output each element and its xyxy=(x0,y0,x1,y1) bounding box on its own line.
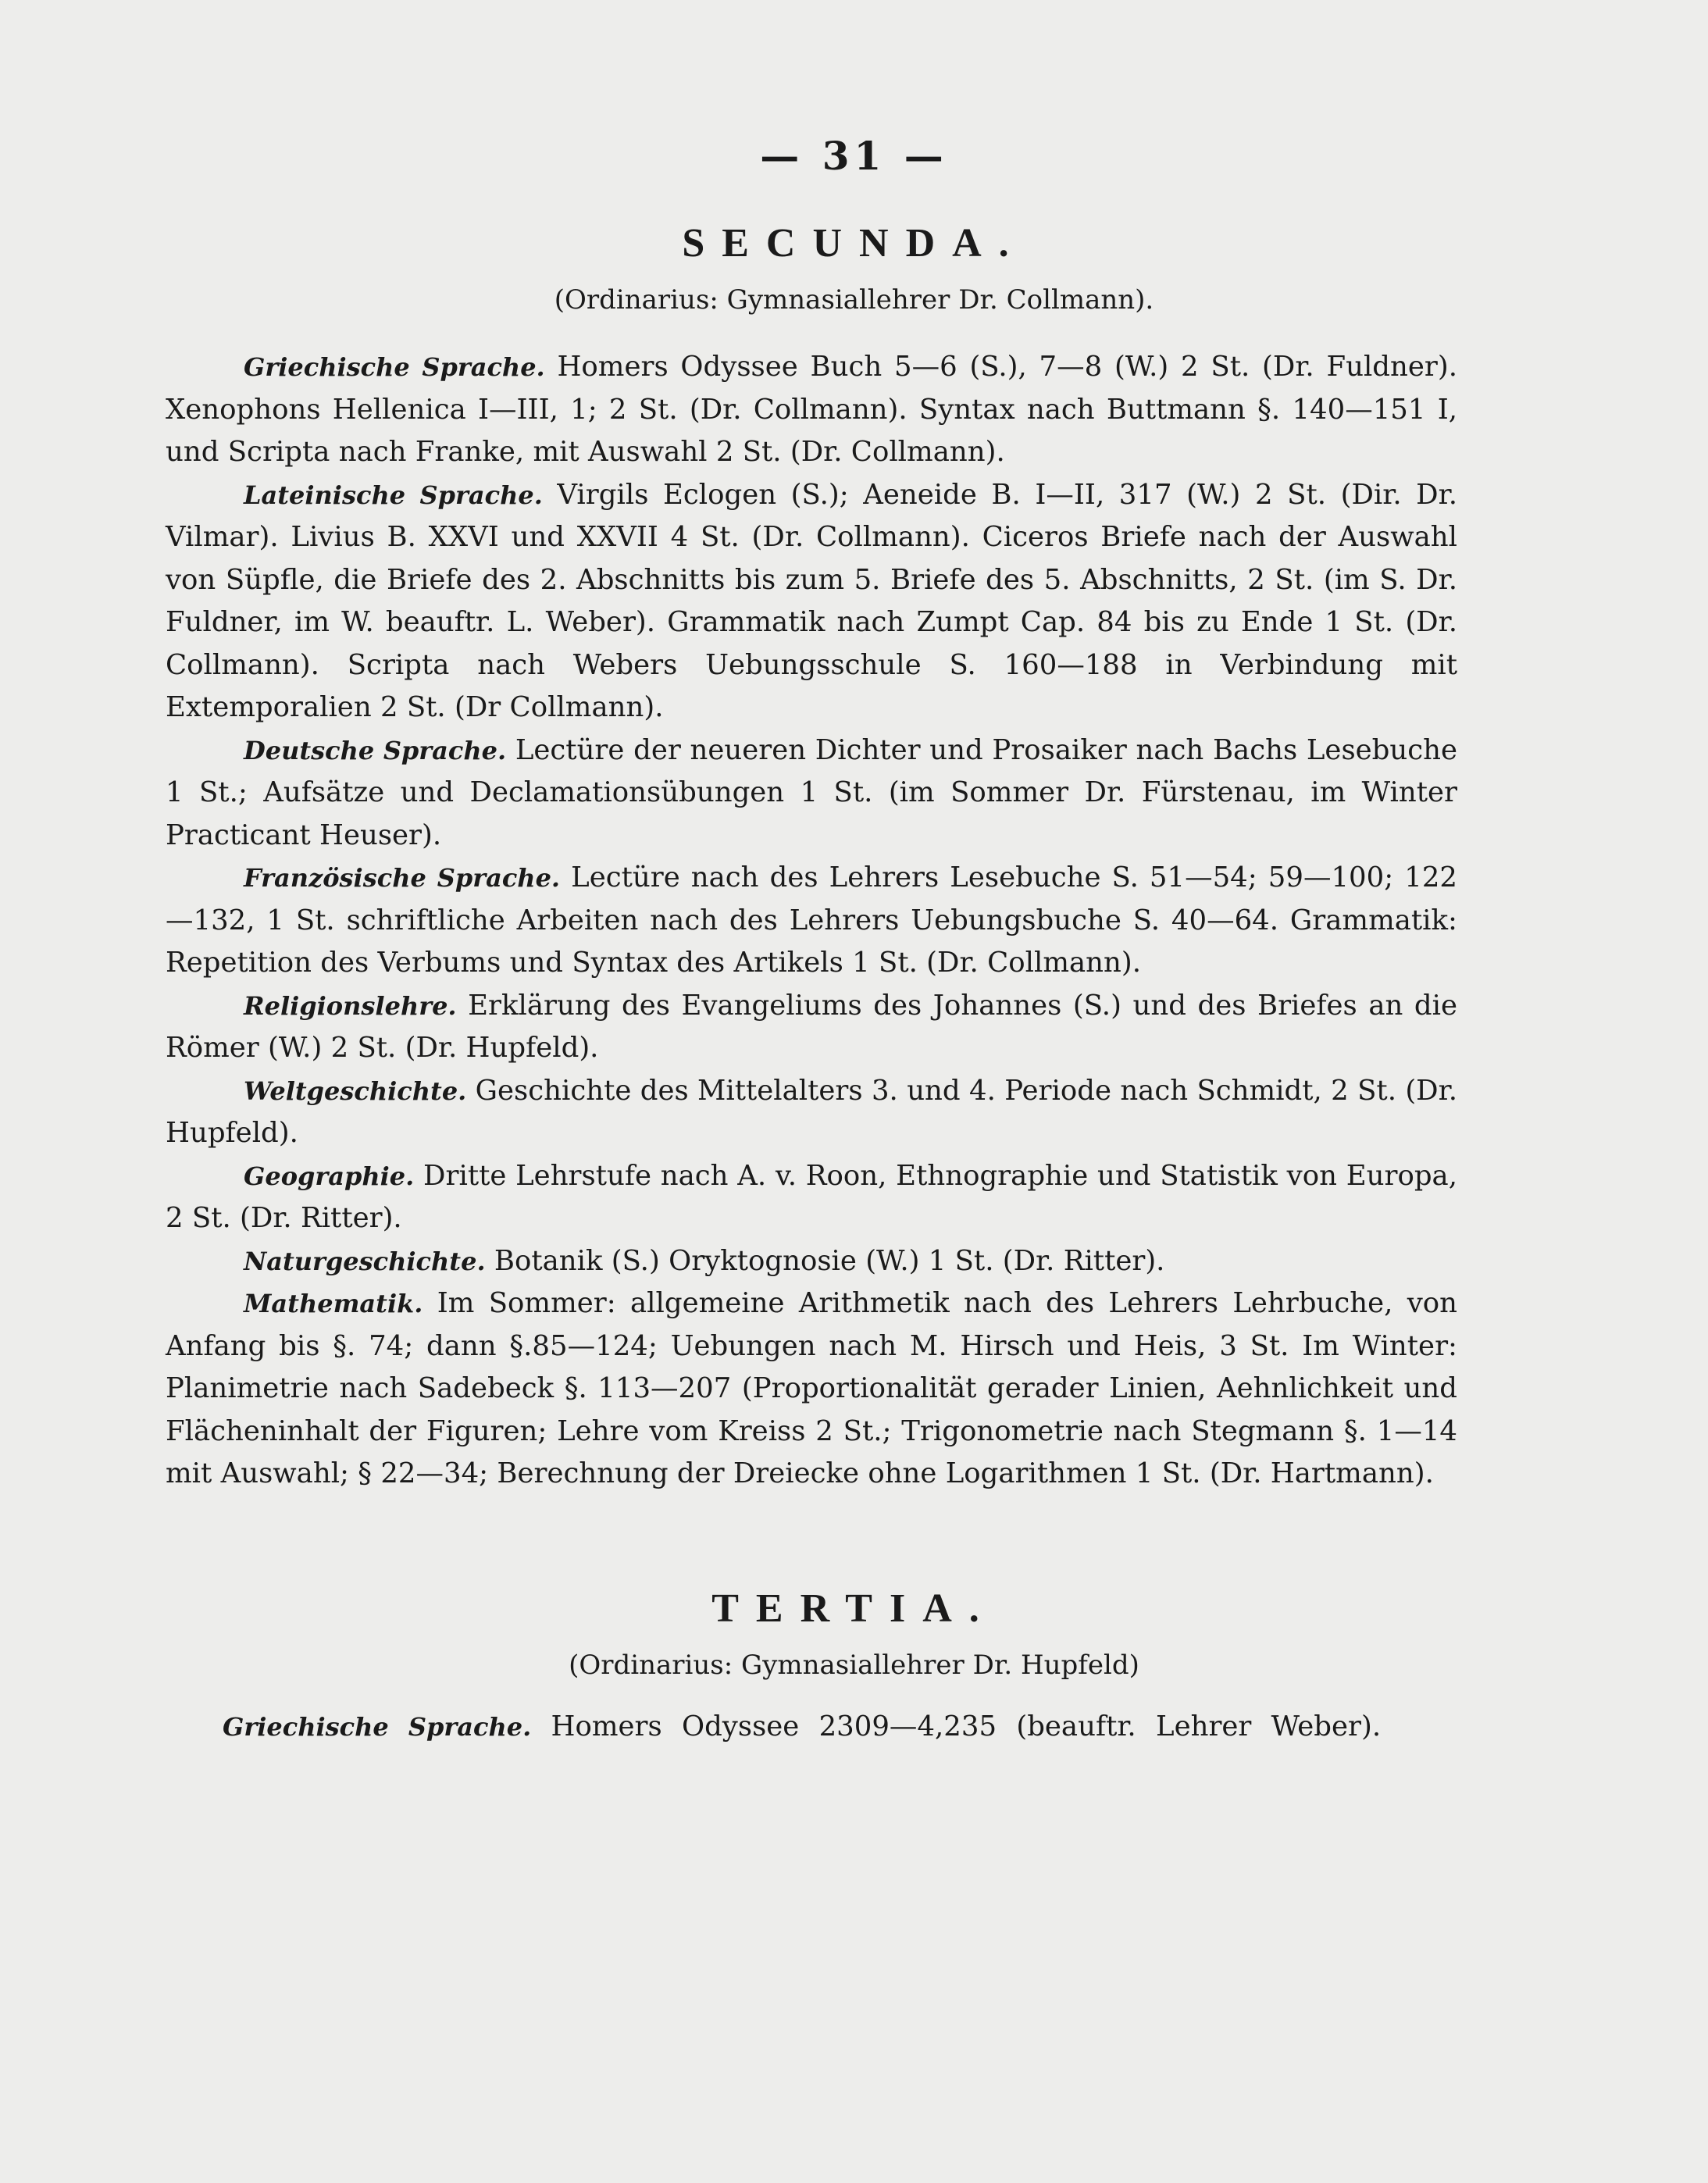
paragraph-text: Lectüre nach des Lehrers Lesebuche S. 51—54; 59—100; 122—132, 1 St. schriftliche Arbeiten nach des Lehrers Uebungsbuche S. 40—64. Grammatik: Repetition des Verbums und Syntax des Artikels 1 St. (Dr. Collmann). xyxy=(166,861,1457,979)
paragraph-text: Lectüre der neueren Dichter und Prosaiker nach Bachs Lesebuche 1 St.; Aufsätze und Declamationsübungen 1 St. (im Sommer Dr. Fürstenau, im Winter Practicant Heuser). xyxy=(166,733,1458,851)
paragraph-franzoesisch xyxy=(166,857,1457,985)
ordinarius-secunda: (Ordinarius: Gymnasiallehrer Dr. Collmann). xyxy=(554,284,1154,316)
subject-label: Griechische Sprache. xyxy=(244,352,545,382)
paragraph-text: Virgils Eclogen (S.); Aeneide B. I—II, 317 (W.) 2 St. (Dir. Dr. Vilmar). Livius B. XXVI und XXVII 4 St. (Dr. Collmann). Ciceros Briefe nach der Auswahl von Süpfle, die Briefe des 2. Abschnitts bis zum 5. Briefe des 5. Abschnitts, 2 St. (im S. Dr. Fuldner, im W. beauftr. L. Weber). Grammatik nach Zumpt Cap. 84 bis zu Ende 1 St. (Dr. Collmann). Scripta nach Webers Uebungsschule S. 160—188 in Verbindung mit Extemporalien 2 St. (Dr Collmann). xyxy=(166,478,1458,723)
paragraph-griechisch xyxy=(166,346,1457,474)
subject-label: Französische Sprache. xyxy=(244,863,561,893)
subject-label: Religionslehre. xyxy=(244,990,457,1021)
subject-label: Geographie. xyxy=(244,1161,415,1191)
subject-label: Deutsche Sprache. xyxy=(244,735,507,765)
paragraph-text: Dritte Lehrstufe nach A. v. Roon, Ethnographie und Statistik von Europa, 2 St. (Dr. Ritter). xyxy=(166,1159,1457,1234)
paragraph-mathematik xyxy=(166,1282,1457,1496)
paragraph-text: Im Sommer: allgemeine Arithmetik nach des Lehrers Lehrbuche, von Anfang bis §. 74; dann §.85—124; Uebungen nach M. Hirsch und Heis, 3 St. Im Winter: Planimetrie nach Sadebeck §. 113—207 (Proportionalität gerader Linien, Aehnlichkeit und Flächeninhalt der Figuren; Lehre vom Kreiss 2 St.; Trigonometrie nach Stegmann §. 1—14 mit Auswahl; § 22—34; Berechnung der Dreiecke ohne Logarithmen 1 St. (Dr. Hartmann). xyxy=(166,1287,1457,1489)
ordinarius-tertia: (Ordinarius: Gymnasiallehrer Dr. Hupfeld) xyxy=(569,1650,1139,1681)
subject-label: Naturgeschichte. xyxy=(244,1246,486,1276)
section-heading-secunda: SECUNDA. xyxy=(682,221,1026,266)
subject-label: Griechische Sprache. xyxy=(223,1712,532,1742)
paragraph-naturgeschichte xyxy=(166,1240,1457,1283)
subject-label: Weltgeschichte. xyxy=(244,1075,467,1106)
subject-label: Lateinische Sprache. xyxy=(244,480,543,510)
paragraph-tertia-griechisch xyxy=(223,1710,1381,1742)
paragraph-weltgeschichte xyxy=(166,1070,1457,1155)
paragraph-text: Erklärung des Evangeliums des Johannes (S.) und des Briefes an die Römer (W.) 2 St. (Dr. Hupfeld). xyxy=(166,989,1457,1064)
paragraph-text: Homers Odyssee Buch 5—6 (S.), 7—8 (W.) 2 St. (Dr. Fuldner). Xenophons Hellenica I—III, 1; 2 St. (Dr. Collmann). Syntax nach Buttmann §. 140—151 I, und Scripta nach Franke, mit Auswahl 2 St. (Dr. Collmann). xyxy=(166,351,1458,468)
paragraph-latein xyxy=(166,474,1457,729)
paragraph-text: Geschichte des Mittelalters 3. und 4. Periode nach Schmidt, 2 St. (Dr. Hupfeld). xyxy=(166,1074,1457,1149)
section-heading-tertia: TERTIA. xyxy=(711,1586,997,1631)
subject-label: Mathematik. xyxy=(244,1289,423,1318)
secunda-body xyxy=(166,346,1457,1496)
paragraph-text: Botanik (S.) Oryktognosie (W.) 1 St. (Dr. Ritter). xyxy=(485,1244,1165,1277)
page-number: — 31 — xyxy=(760,133,948,179)
paragraph-religion xyxy=(166,985,1457,1070)
paragraph-deutsch xyxy=(166,729,1457,858)
paragraph-text: Homers Odyssee 2309—4,235 (beauftr. Lehrer Weber). xyxy=(531,1710,1382,1742)
paragraph-geographie xyxy=(166,1155,1457,1240)
